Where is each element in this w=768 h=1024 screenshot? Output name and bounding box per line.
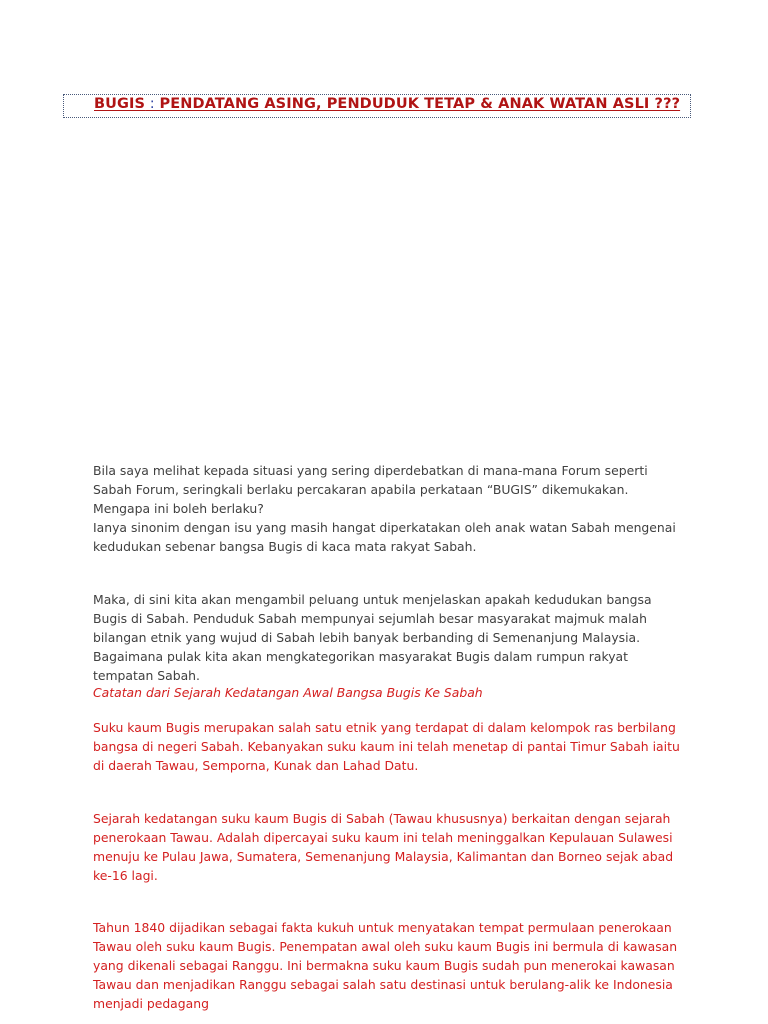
title-separator: : [145,96,160,112]
paragraph-1: Bila saya melihat kepada situasi yang sering diperdebatkan di mana-mana Forum seperti Sabah Forum, seringkali berlaku percakaran apabila perkataan “BUGIS” dikemukakan. Mengapa ini boleh berlaku? [93,463,648,516]
title-part2: PENDATANG ASING, PENDUDUK TETAP & ANAK WATAN ASLI ??? [159,96,681,112]
paragraph-2: Ianya sinonim dengan isu yang masih hangat diperkatakan oleh anak watan Sabah mengenai kedudukan sebenar bangsa Bugis di kaca mata rakyat Sabah. [93,520,676,554]
paragraph-5: Sejarah kedatangan suku kaum Bugis di Sabah (Tawau khususnya) berkaitan dengan sejarah penerokaan Tawau. Adalah dipercayai suku kaum ini telah meninggalkan Kepulauan Sulawesi menuju ke Pulau Jawa, Sumatera, Semenanjung Malaysia, Kalimantan dan Borneo sejak abad ke-16 lagi. [93,811,674,883]
paragraph-3: Maka, di sini kita akan mengambil peluang untuk menjelaskan apakah kedudukan bangsa Bugis di Sabah. Penduduk Sabah mempunyai sejumlah besar masyarakat majmuk malah bilangan etnik yang wujud di Sabah lebih banyak berbanding di Semenanjung Malaysia. Bagaimana pulak kita akan mengkategorikan masyarakat Bugis dalam rumpun rakyat tempatan Sabah. [93,592,652,683]
paragraph-4: Suku kaum Bugis merupakan salah satu etnik yang terdapat di dalam kelompok ras berbilang bangsa di negeri Sabah. Kebanyakan suku kaum ini telah menetap di pantai Timur Sabah iaitu di daerah Tawau, Semporna, Kunak dan Lahad Datu. [93,720,680,773]
page-title [94,96,680,112]
paragraph-6: Tahun 1840 dijadikan sebagai fakta kukuh untuk menyatakan tempat permulaan penerokaan Tawau oleh suku kaum Bugis. Penempatan awal oleh suku kaum Bugis ini bermula di kawasan yang dikenali sebagai Ranggu. Ini bermakna suku kaum Bugis sudah pun menerokai kawasan Tawau dan menjadikan Ranggu sebagai salah satu destinasi untuk berulang-alik ke Indonesia menjadi pedagang [93,920,678,1011]
subheading: Catatan dari Sejarah Kedatangan Awal Bangsa Bugis Ke Sabah [93,685,483,700]
title-part1: BUGIS [94,96,146,112]
title-box [63,94,691,118]
